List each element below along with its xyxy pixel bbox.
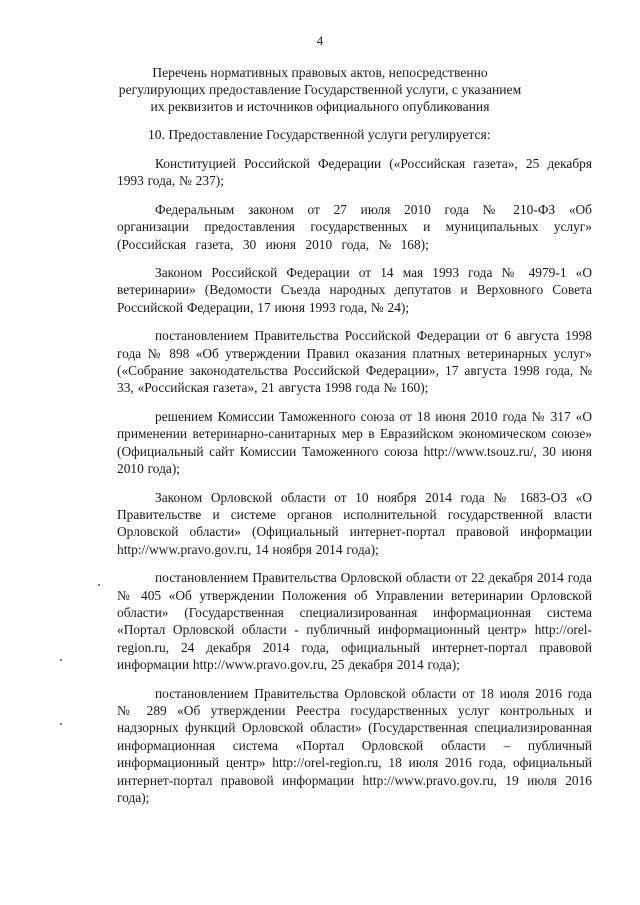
heading-line: их реквизитов и источников официального опубликования bbox=[150, 99, 490, 114]
paragraph-orel-law-1683: Законом Орловской области от 10 ноября 2014 года № 1683-ОЗ «О Правительстве и системе органов исполнительной государственной власти Орловской области» (Официальный интернет-портал правовой информации http://www.pravo.gov.ru, 14 ноября 2014 года); bbox=[117, 489, 592, 557]
page-number: 4 bbox=[316, 33, 324, 48]
section-intro: 10. Предоставление Государственной услуги регулируется: bbox=[148, 127, 491, 142]
paragraph-constitution: Конституцией Российской Федерации («Российская газета», 25 декабря 1993 года, № 237); bbox=[117, 156, 592, 189]
paragraph-orel-resolution-289: постановлением Правительства Орловской области от 18 июля 2016 года № 289 «Об утверждении Реестра государственных услуг контрольных и надзорных функций Орловской области» (Государственная специализированная информационная система «Портал Орловской области – публичный информационный центр» http://orel-region.ru, 18 июля 2016 года, официальный интернет-портал правовой информации http://www.pravo.gov.ru, 19 июля 2016 года); bbox=[117, 685, 592, 805]
paragraph-resolution-898: постановлением Правительства Российской Федерации от 6 августа 1998 года № 898 «Об утверждении Правил оказания платных ветеринарных услуг» («Собрание законодательства Российской Федерации», 17 августа 1998 года, № 33, «Российская газета», 21 августа 1998 года № 160); bbox=[117, 328, 592, 396]
section-heading bbox=[100, 64, 540, 115]
paragraph-law-veterinary: Законом Российской Федерации от 14 мая 1993 года № 4979-1 «О ветеринарии» (Ведомости Съезда народных депутатов и Верховного Совета Российской Федерации, 17 июня 1993 года, № 24); bbox=[117, 265, 592, 315]
paragraph-federal-law-210: Федеральным законом от 27 июля 2010 года № 210-ФЗ «Об организации предоставления государственных и муниципальных услуг» (Российская газета, 30 июня 2010 года, № 168); bbox=[117, 201, 592, 252]
scan-speck bbox=[98, 584, 100, 586]
document-body bbox=[117, 155, 592, 817]
paragraph-customs-317: решением Комиссии Таможенного союза от 18 июня 2010 года № 317 «О применении ветеринарно-санитарных мер в Евразийском экономическом союзе» (Официальный сайт Комиссии Таможенного союза http://www.tsouz.ru/, 30 июня 2010 года); bbox=[117, 408, 592, 477]
scan-speck bbox=[60, 723, 62, 725]
scan-speck bbox=[60, 659, 62, 661]
paragraph-orel-resolution-405: постановлением Правительства Орловской области от 22 декабря 2014 года № 405 «Об утверждении Положения об Управлении ветеринарии Орловской области» (Государственная специализированная информационная система «Портал Орловской области - публичный информационный центр» http://orel-region.ru, 24 декабря 2014 года, официальный интернет-портал правовой информации http://www.pravo.gov.ru, 25 декабря 2014 года); bbox=[117, 570, 592, 673]
heading-line: Перечень нормативных правовых актов, непосредственно bbox=[152, 65, 488, 80]
heading-line: регулирующих предоставление Государственной услуги, с указанием bbox=[118, 82, 522, 97]
